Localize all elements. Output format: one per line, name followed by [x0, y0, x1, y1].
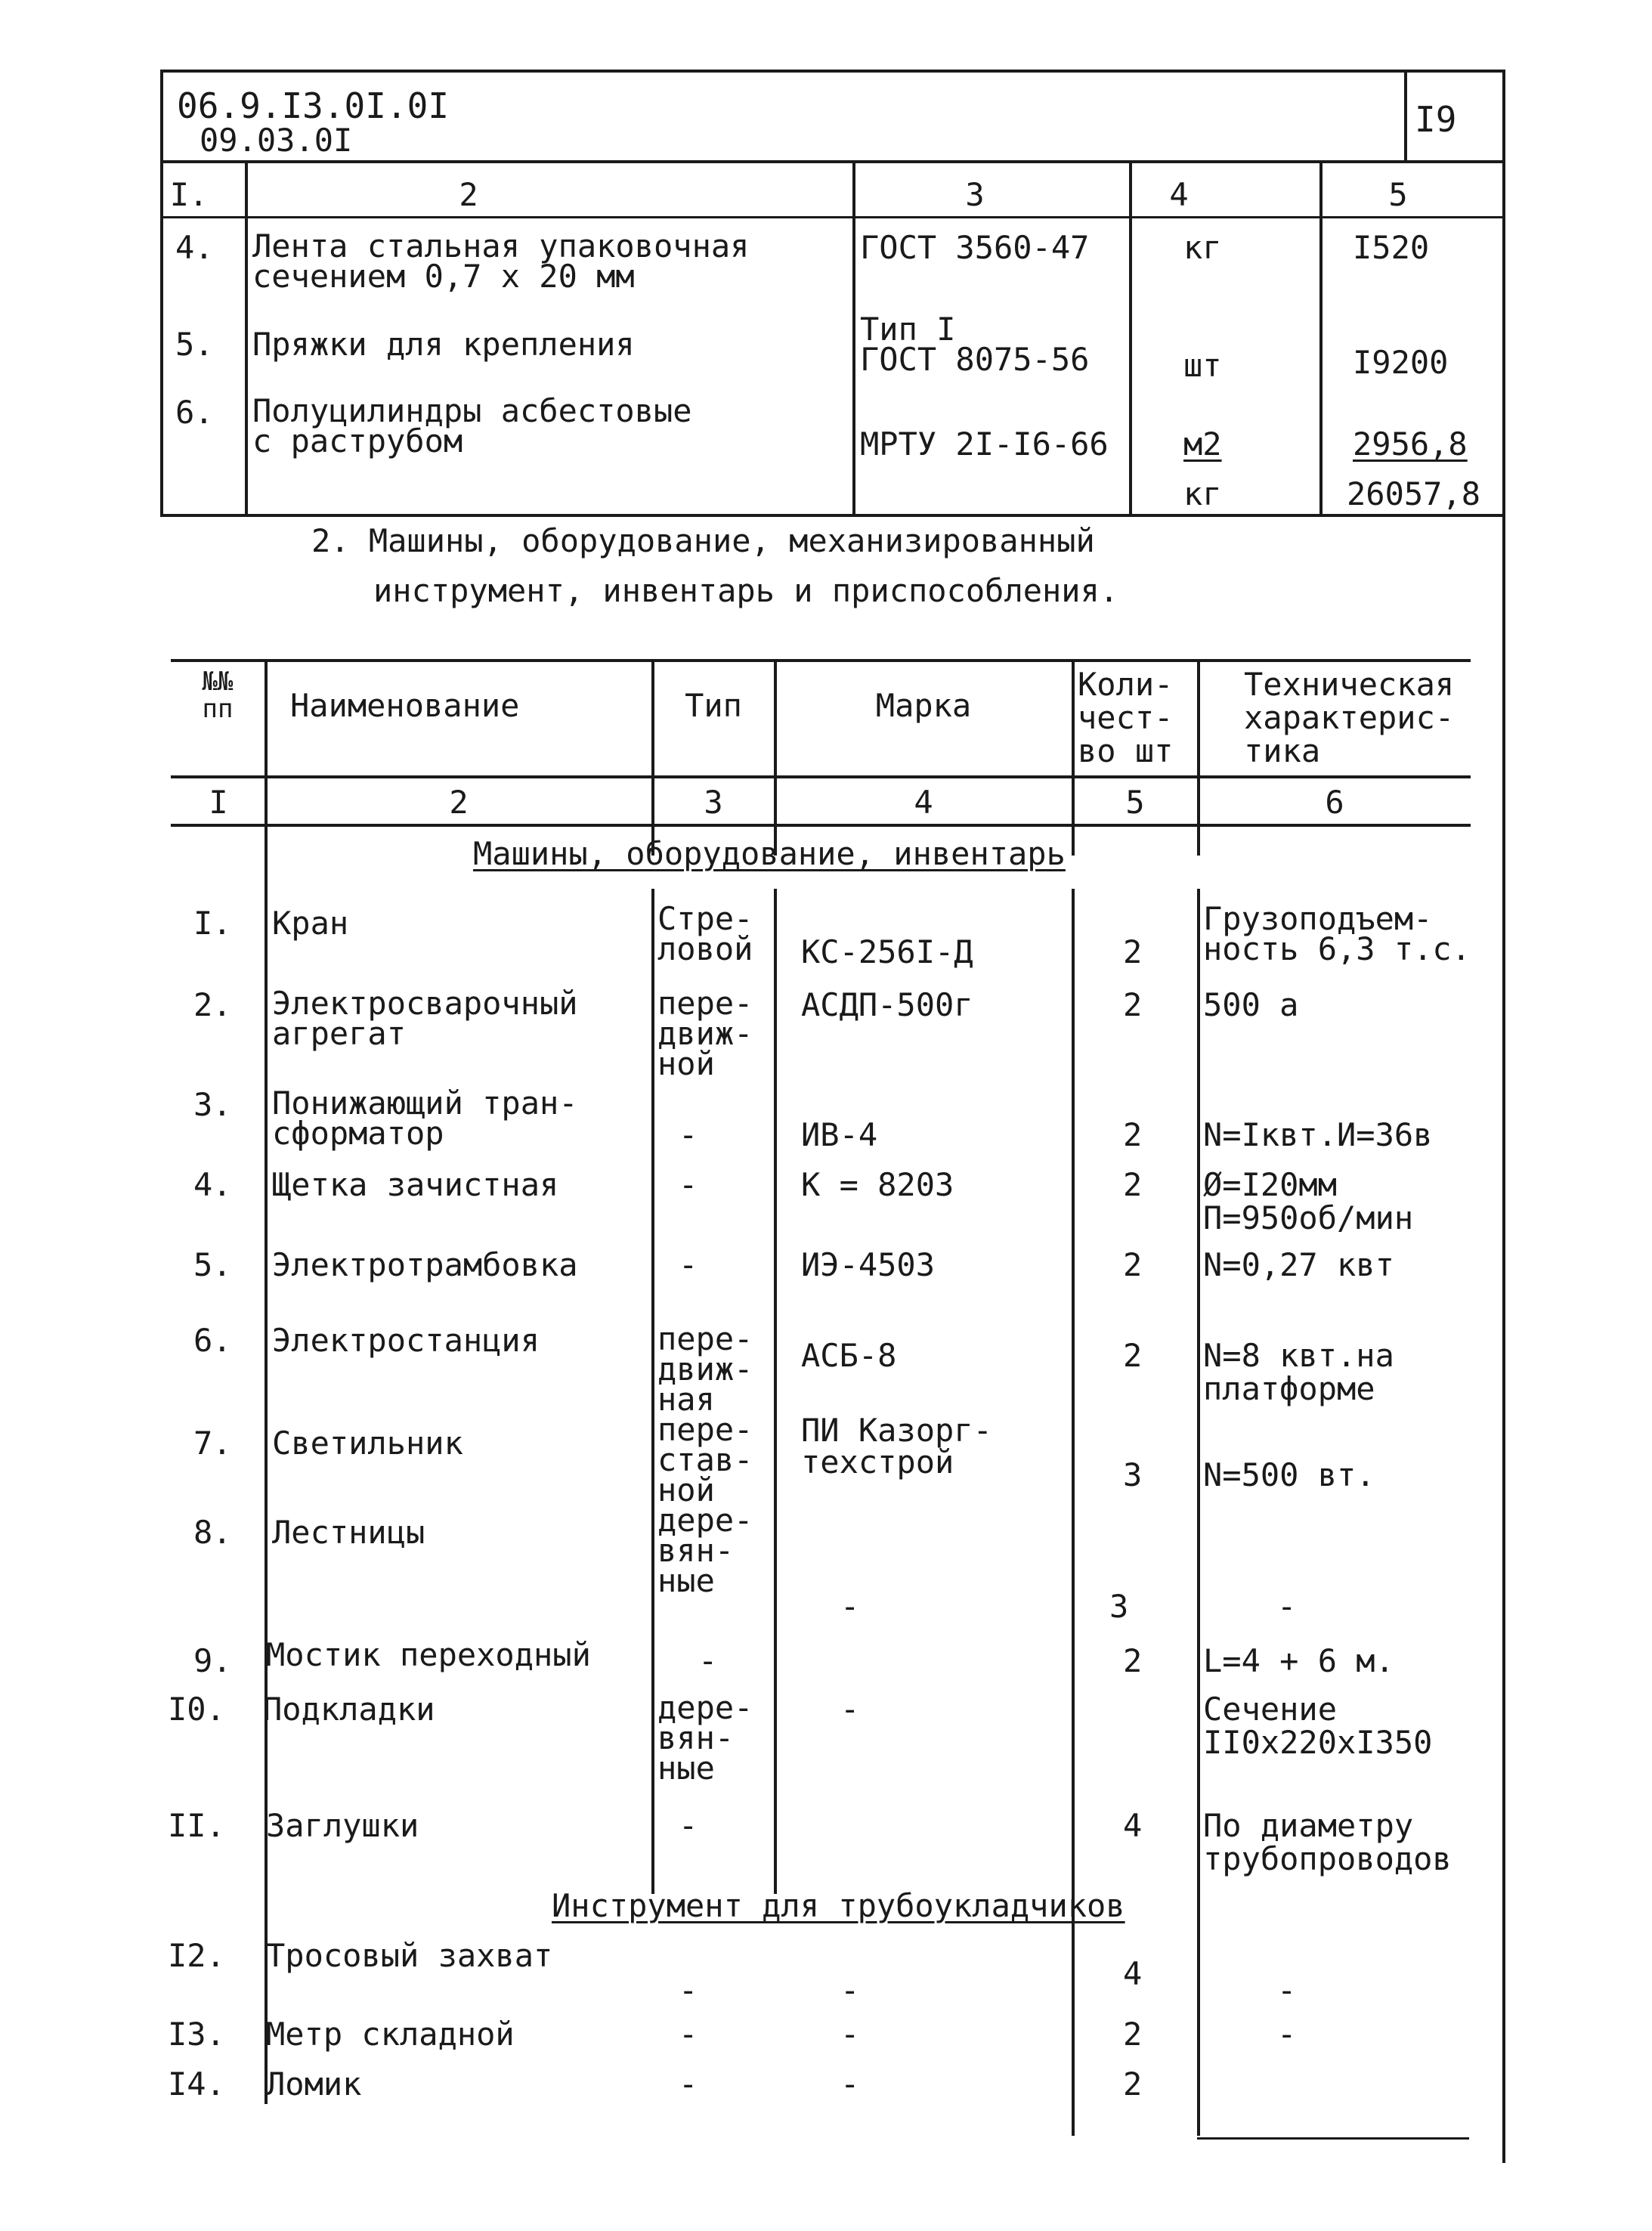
table1-col-divider-1: [245, 160, 248, 515]
table1-row-name: Полуцилиндры асбестовые с раструбом: [252, 392, 692, 460]
table1-row-unit: кг: [1183, 229, 1222, 266]
table2-row-num: 4.: [193, 1166, 232, 1203]
table2-row-num: I0.: [168, 1691, 225, 1728]
table2-row-name: Лестницы: [272, 1514, 425, 1551]
table2-row-spec: N=500 вт.: [1203, 1456, 1375, 1493]
table2-row-qty: 2: [1123, 986, 1143, 1023]
table1-row-doc: МРТУ 2I-I6-66: [860, 425, 1109, 463]
section-title-line1: 2. Машины, оборудование, механизированный: [311, 522, 1095, 559]
table2-row-brand: -: [840, 1972, 860, 2009]
section-title-line2: инструмент, инвентарь и приспособления.: [373, 572, 1119, 609]
table2-header-qty: Коли- чест- во шт: [1078, 666, 1174, 769]
table2-col-divider-1: [265, 662, 268, 2104]
table2-colnum-underline: [171, 824, 1471, 827]
table2-col-divider-5: [1197, 662, 1200, 856]
page-number-box-left: [1404, 70, 1407, 160]
table2-row-spec: Ø=I20мм П=950об/мин: [1203, 1166, 1414, 1236]
table2-row-brand: -: [840, 1588, 860, 1625]
table2-row-qty: 2: [1123, 1166, 1143, 1203]
table2-col-divider-4b: [1072, 889, 1075, 2136]
table2-top-line: [171, 659, 1471, 662]
table2-row-brand: АСБ-8: [801, 1337, 897, 1374]
table2-row-spec: 500 а: [1203, 986, 1299, 1023]
table1-row-unit: шт: [1183, 347, 1222, 384]
table2-row-num: II.: [168, 1807, 225, 1844]
table2-row-name: Заглушки: [266, 1807, 419, 1844]
table2-row-type: дере- вян- ные: [657, 1502, 753, 1599]
table2-row-name: Электросварочный агрегат: [272, 985, 578, 1052]
table2-row-name: Подкладки: [263, 1691, 435, 1728]
table2-row-qty: 3: [1109, 1588, 1129, 1625]
table2-row-name: Электростанция: [272, 1322, 540, 1359]
table2-header-num: №№ пп: [202, 667, 234, 724]
table1-row-qty-secondary: 26057,8: [1347, 475, 1481, 512]
table2-row-spec: -: [1277, 2016, 1297, 2053]
table2-row-num: I.: [193, 905, 232, 942]
table2-row-qty: 2: [1123, 1116, 1143, 1153]
table2-row-spec: -: [1277, 1588, 1297, 1625]
table2-header-type: Тип: [685, 687, 742, 724]
table2-row-type: -: [679, 1116, 698, 1153]
table2-row-num: I4.: [168, 2065, 225, 2103]
table2-row-qty: 2: [1123, 1246, 1143, 1283]
table2-colnum-4: 4: [914, 784, 933, 821]
table2-row-type: пере- движ- ной: [657, 985, 753, 1082]
table2-row-num: I2.: [168, 1937, 225, 1974]
table2-row-brand: ИЭ-4503: [801, 1246, 936, 1283]
table1-row-qty: 2956,8: [1353, 425, 1468, 463]
table1-row-num: 6.: [175, 394, 214, 431]
table2-row-num: 5.: [193, 1246, 232, 1283]
table1-row-unit: м2: [1183, 425, 1222, 463]
table2-subheading-tools: Инструмент для трубоукладчиков: [552, 1887, 1125, 1924]
table2-row-qty: 2: [1123, 1337, 1143, 1374]
table2-col-divider-5b: [1197, 889, 1200, 2136]
table1-row-qty: I9200: [1353, 344, 1449, 381]
table2-row-qty: 3: [1123, 1456, 1143, 1493]
table2-row-num: 8.: [193, 1514, 232, 1551]
table2-subheading-machines: Машины, оборудование, инвентарь: [473, 835, 1066, 872]
table2-row-num: 3.: [193, 1086, 232, 1123]
table2-row-qty: 2: [1123, 2016, 1143, 2053]
page-number: I9: [1415, 99, 1457, 140]
table2-row-num: I3.: [168, 2016, 225, 2053]
table2-row-qty: 4: [1123, 1955, 1143, 1992]
table2-col-divider-3b: [774, 889, 777, 1894]
table2-col-divider-4: [1072, 662, 1075, 856]
table2-row-name: Понижающий тран- сформатор: [272, 1085, 578, 1152]
table2-row-name: Светильник: [272, 1425, 463, 1462]
table2-row-name: Тросовый захват: [266, 1937, 553, 1974]
table1-col-divider-3: [1129, 160, 1132, 515]
table2-row-name: Электротрамбовка: [272, 1246, 578, 1283]
table2-row-brand: К = 8203: [801, 1166, 954, 1203]
table1-row-num: 4.: [175, 229, 214, 266]
table2-row-spec: N=Iквт.И=36в: [1203, 1116, 1433, 1153]
table2-bottom-dashes: [1197, 2137, 1469, 2140]
table2-row-brand: КС-256I-Д: [801, 933, 973, 970]
table2-row-type: -: [679, 1166, 698, 1203]
table2-row-type: пере- движ- ная: [657, 1320, 753, 1418]
table2-row-spec: По диаметру трубопроводов: [1203, 1807, 1452, 1877]
table2-row-num: 2.: [193, 986, 232, 1023]
table2-colnum-3: 3: [704, 784, 723, 821]
table2-colnum-1: I: [209, 784, 228, 821]
table1-row-doc: Тип I ГОСТ 8075-56: [860, 311, 1090, 378]
table2-row-name: Кран: [272, 905, 349, 942]
table2-row-type: -: [679, 2016, 698, 2053]
table2-row-type: -: [679, 1972, 698, 2009]
frame-left-border: [160, 70, 163, 515]
table1-row-qty: I520: [1353, 229, 1430, 266]
table1-bottom-line: [160, 514, 1505, 517]
table2-row-num: 6.: [193, 1322, 232, 1359]
table1-row-name: Пряжки для крепления: [252, 326, 635, 363]
table2-row-brand: ПИ Казорг- техстрой: [801, 1412, 992, 1481]
table2-row-type: -: [679, 1807, 698, 1844]
table2-colnum-5: 5: [1125, 784, 1145, 821]
table2-row-type: пере- став- ной: [657, 1411, 753, 1508]
table2-row-name: Метр складной: [266, 2016, 515, 2053]
table2-row-type: -: [679, 2065, 698, 2103]
table2-row-spec: L=4 + 6 м.: [1203, 1642, 1394, 1679]
table2-row-name: Ломик: [266, 2065, 362, 2103]
table2-row-spec: Грузоподъем- ность 6,3 т.с.: [1203, 900, 1471, 967]
table2-row-name: Мостик переходный: [266, 1636, 591, 1673]
table2-row-brand: ИВ-4: [801, 1116, 878, 1153]
table2-header-bottom-line: [171, 775, 1471, 778]
table2-row-brand: АСДП-500г: [801, 986, 973, 1023]
table2-row-num: 9.: [193, 1642, 232, 1679]
header-bottom-line: [160, 160, 1505, 163]
table1-row-doc: ГОСТ 3560-47: [860, 229, 1090, 266]
table1-colnum-4: 4: [1169, 176, 1189, 213]
table2-row-spec: N=0,27 квт: [1203, 1246, 1394, 1283]
table2-header-name: Наименование: [290, 687, 520, 724]
table2-row-brand: -: [840, 1691, 860, 1728]
table2-row-qty: 2: [1123, 1642, 1143, 1679]
table2-row-type: дере- вян- ные: [657, 1689, 753, 1787]
table2-colnum-2: 2: [449, 784, 469, 821]
table1-colnum-5: 5: [1388, 176, 1408, 213]
table1-colnum-3: 3: [965, 176, 985, 213]
table2-row-type: -: [679, 1246, 698, 1283]
doc-code-primary: 06.9.I3.0I.0I: [177, 85, 450, 126]
table2-row-spec: -: [1277, 1972, 1297, 2009]
table2-row-type: -: [698, 1642, 718, 1679]
doc-code-secondary: 09.03.0I: [200, 122, 353, 159]
table2-row-qty: 2: [1123, 2065, 1143, 2103]
table2-colnum-6: 6: [1325, 784, 1344, 821]
table1-colnum-underline: [160, 216, 1502, 218]
table2-row-spec: N=8 квт.на платформе: [1203, 1337, 1394, 1407]
table2-header-spec: Техническая характерис- тика: [1244, 666, 1455, 769]
table1-col-divider-2: [852, 160, 855, 515]
table1-row-num: 5.: [175, 326, 214, 363]
table2-row-qty: 4: [1123, 1807, 1143, 1844]
table2-row-qty: 2: [1123, 933, 1143, 970]
frame-top-border: [160, 70, 1505, 73]
table2-col-divider-2b: [651, 889, 654, 1894]
table1-row-name: Лента стальная упаковочная сечением 0,7 х 20 мм: [252, 227, 750, 295]
table1-row-unit-secondary: кг: [1183, 475, 1222, 512]
table2-header-brand: Марка: [875, 687, 972, 724]
frame-right-border: [1502, 70, 1505, 2163]
table2-row-type: Стре- ловой: [657, 900, 753, 967]
table2-row-spec: Сечение II0х220хI350: [1203, 1691, 1433, 1761]
table2-row-brand: -: [840, 2065, 860, 2103]
table2-row-name: Щетка зачистная: [272, 1166, 559, 1203]
table2-row-num: 7.: [193, 1425, 232, 1462]
table1-colnum-1: I.: [169, 176, 209, 213]
table2-row-brand: -: [840, 2016, 860, 2053]
table1-col-divider-4: [1319, 160, 1323, 515]
table1-colnum-2: 2: [459, 176, 478, 213]
